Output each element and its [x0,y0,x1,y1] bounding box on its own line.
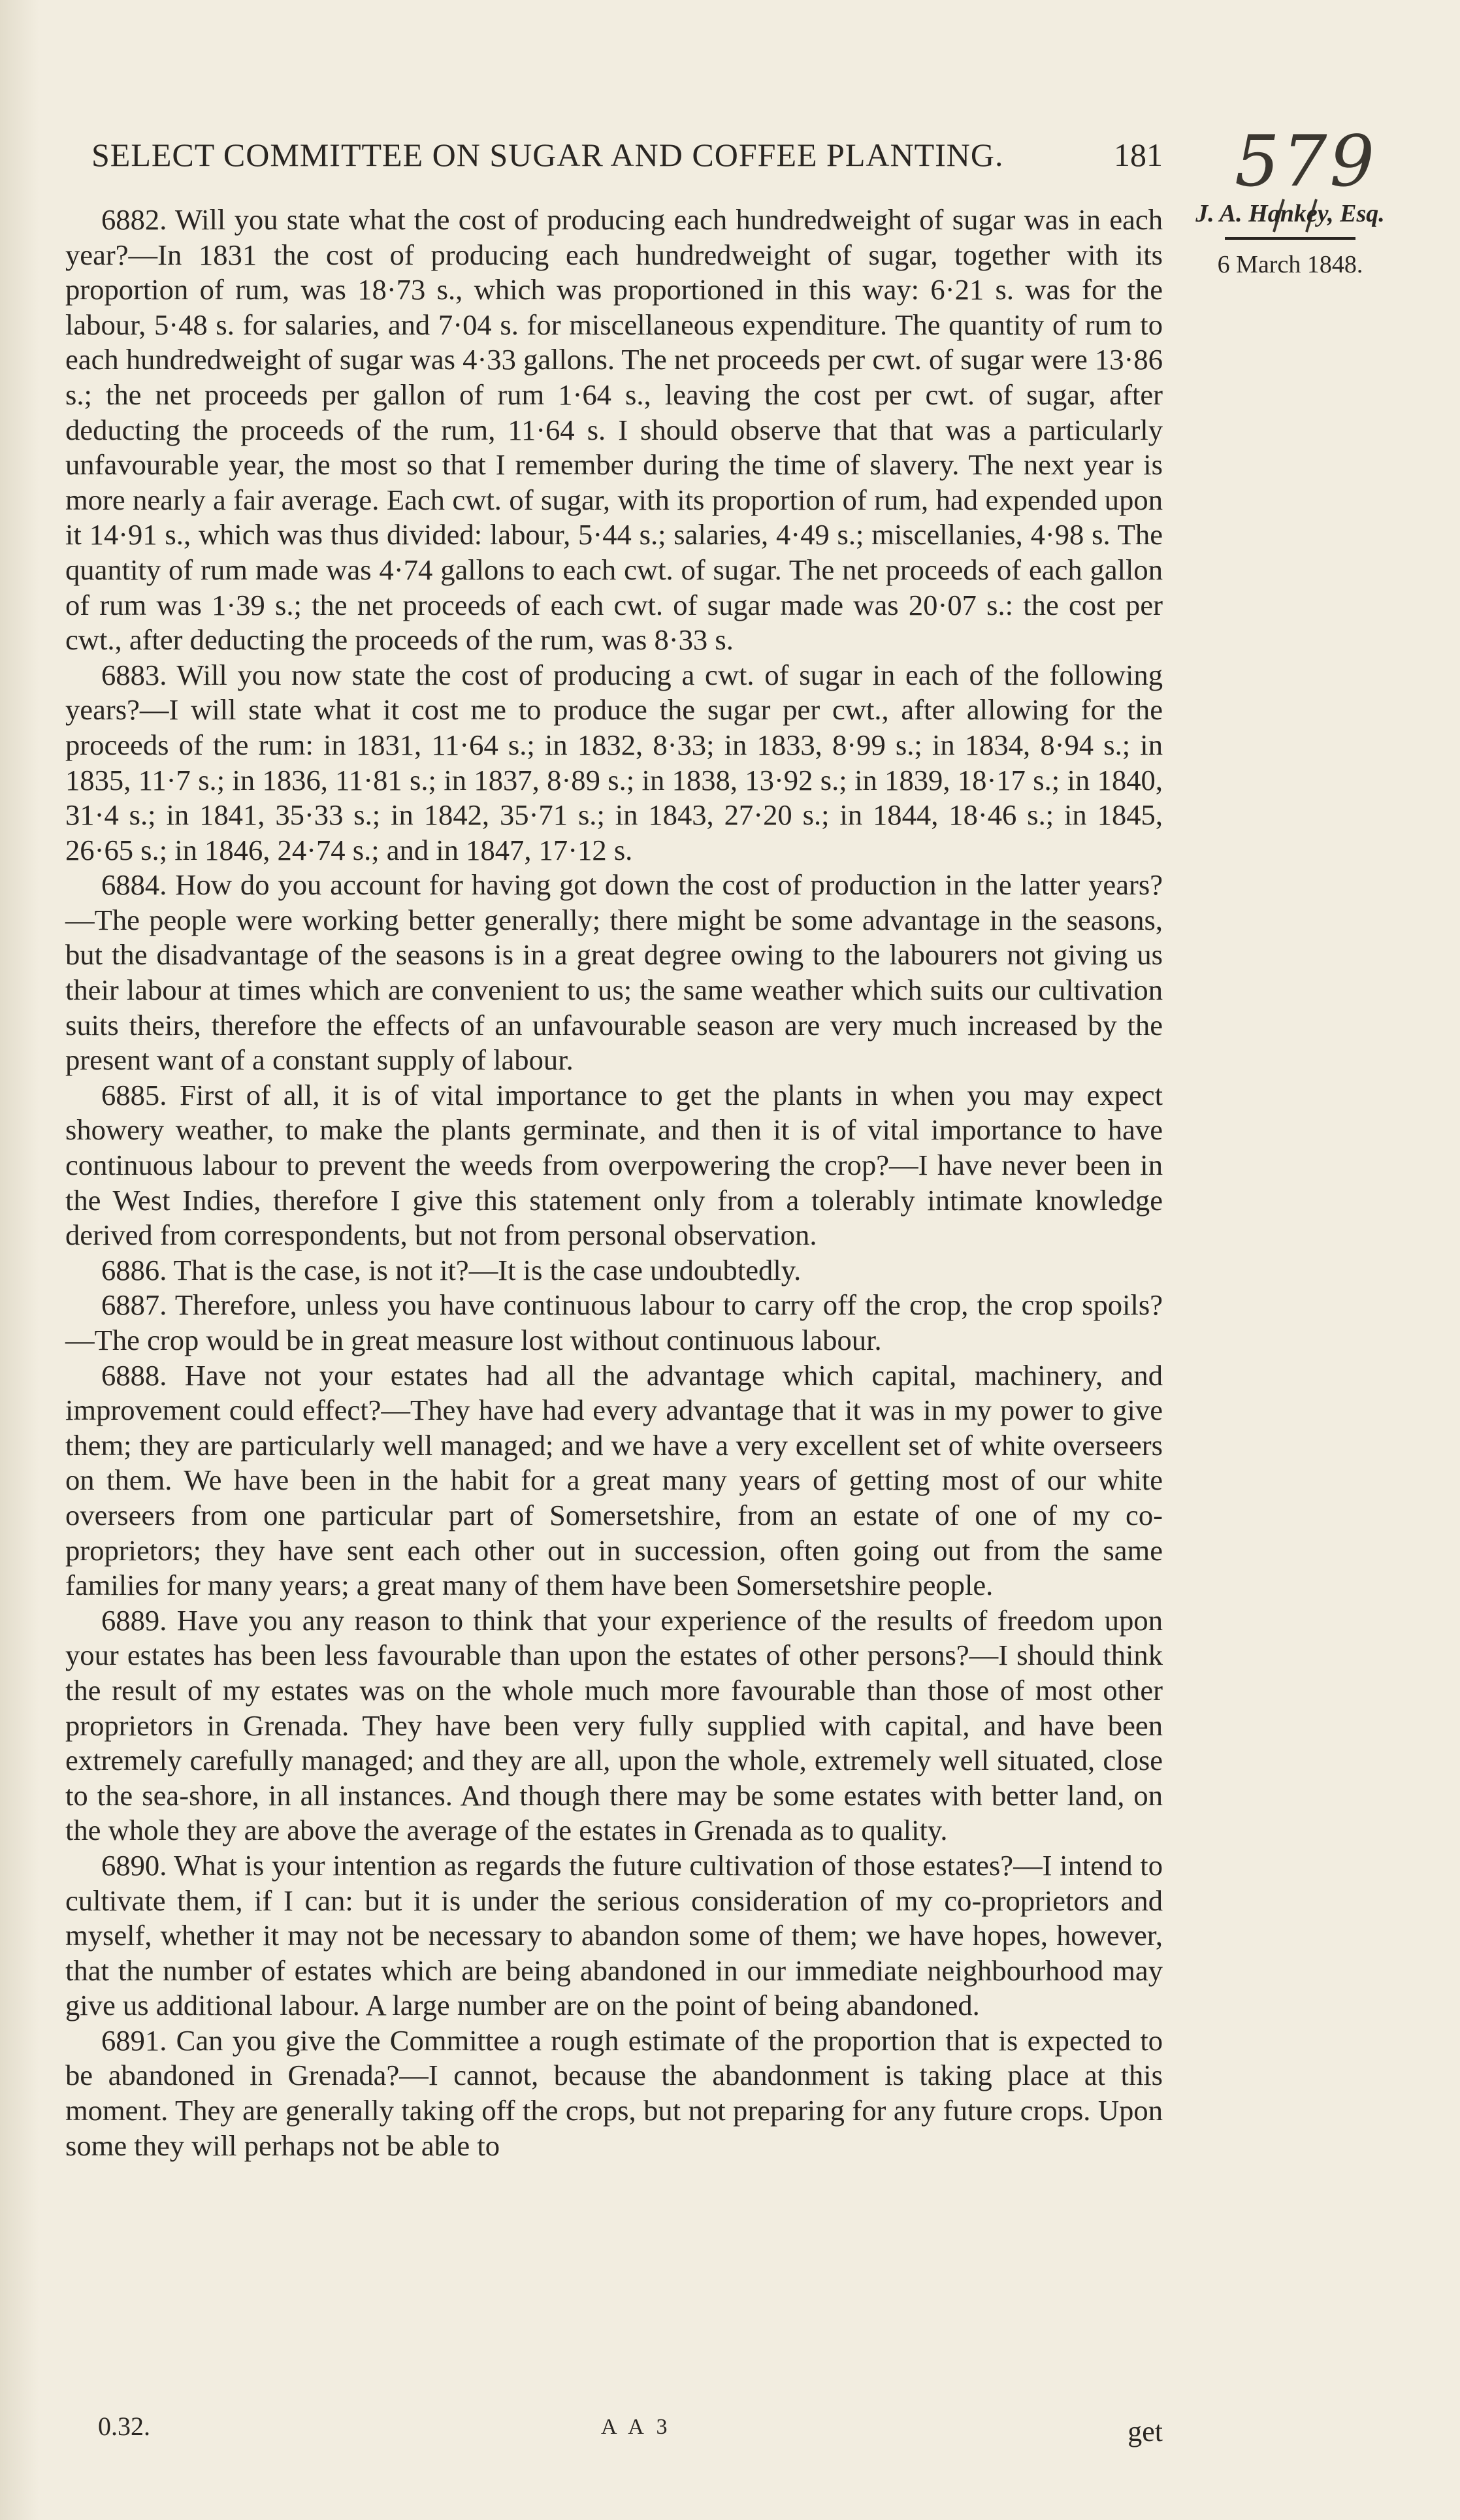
margin-note [1173,199,1408,279]
header-title: SELECT COMMITTEE ON SUGAR AND COFFEE PLANTING. [91,137,1004,173]
sessional-paper-code: 0.32. [98,2412,150,2441]
paragraph-6882: 6882. Will you state what the cost of producing each hundredweight of sugar was in each year?—In 1831 the cost of producing each hundredweight of sugar, together with its proportion of rum, was 18·73 s., which was proportioned in this way: 6·21 s. was for the labour, 5·48 s. for salaries, and 7·04 s. for miscellaneous expenditure. The quantity of rum to each hundredweight of sugar was 4·33 gallons. The net proceeds per cwt. of sugar were 13·86 s.; the net proceeds per gallon of rum 1·64 s., leaving the cost per cwt. of sugar, after deducting the proceeds of the rum, 11·64 s. I should observe that that was a particularly unfavourable year, the most so that I remember during the time of slavery. The next year is more nearly a fair average. Each cwt. of sugar, with its proportion of rum, had expended upon it 14·91 s., which was thus divided: labour, 5·44 s.; salaries, 4·49 s.; miscellanies, 4·98 s. The quantity of rum made was 4·74 gallons to each cwt. of sugar. The net proceeds of each gallon of rum was 1·39 s.; the net proceeds of each cwt. of sugar made was 20·07 s.: the cost per cwt., after deducting the proceeds of the rum, was 8·33 s. [65,203,1163,657]
paragraph-6887: 6887. Therefore, unless you have continuous labour to carry off the crop, the crop spoils?—The crop would be in great measure lost without continuous labour. [65,1288,1163,1356]
paragraph-6886: 6886. That is the case, is not it?—It is the case undoubtedly. [101,1253,802,1286]
paragraph-6884: 6884. How do you account for having got down the cost of production in the latter years?—The people were working better generally; there might be some advantage in the seasons, but the disadvantage of the seasons is in a great degree owing to the labourers not giving us their labour at times which are convenient to us; the same weather which suits our cultivation suits theirs, therefore the effects of an unfavourable season are very much increased by the present want of a constant supply of labour. [65,868,1163,1077]
paragraph-6889: 6889. Have you any reason to think that your experience of the results of freedom upon your estates has been less favourable than upon the estates of other persons?—I should think the result of my estates was on the whole much more favourable than those of most other proprietors in Grenada. They have been very fully supplied with capital, and have been extremely carefully managed; and they are all, upon the whole, extremely well situated, close to the sea-shore, in all instances. And though there may be some estates with better land, on the whole they are above the average of the estates in Grenada as to quality. [65,1603,1163,1847]
paragraph-6888: 6888. Have not your estates had all the advantage which capital, machinery, and improvement could effect?—They have had every advantage that it was in my power to give them; they are particularly well managed; and we have a very excellent set of white overseers on them. We have been in the habit for a great many years of getting most of our white overseers from one particular part of Somersetshire, from an estate of one of my co-proprietors; they have sent each other out in succession, often going out from the same families for many years; a great many of them have been Somersetshire people. [65,1358,1163,1602]
margin-rule [1225,237,1355,240]
testimony-date: 6 March 1848. [1217,251,1363,278]
page-number: 181 [1114,137,1163,173]
printer-signature-mark: A A 3 [601,2415,672,2439]
page-edge-shadow [0,0,39,2520]
handwritten-folio-number: 579 [1235,121,1378,203]
catchword: get [1127,2415,1163,2447]
paragraph-6890: 6890. What is your intention as regards the future cultivation of those estates?—I intend to cultivate them, if I can: but it is under the serious consideration of my co-proprietors and myself, whether it may not be necessary to abandon some of them; we have hopes, however, that the number of estates which are being abandoned in our immediate neighbourhood may give us additional labour. A large number are on the point of being abandoned. [65,1848,1163,2022]
paragraph-6883: 6883. Will you now state the cost of producing a cwt. of sugar in each of the following years?—I will state what it cost me to produce the sugar per cwt., after allowing for the proceeds of the rum: in 1831, 11·64 s.; in 1832, 8·33; in 1833, 8·99 s.; in 1834, 8·94 s.; in 1835, 11·7 s.; in 1836, 11·81 s.; in 1837, 8·89 s.; in 1838, 13·92 s.; in 1839, 18·17 s.; in 1840, 31·4 s.; in 1841, 35·33 s.; in 1842, 35·71 s.; in 1843, 27·20 s.; in 1844, 18·46 s.; in 1845, 26·65 s.; in 1846, 24·74 s.; and in 1847, 17·12 s. [65,658,1163,866]
witness-name: J. A. Hankey, Esq. [1195,200,1385,227]
paragraph-6885: 6885. First of all, it is of vital importance to get the plants in when you may expect showery weather, to make the plants germinate, and then it is of vital importance to have continuous labour to prevent the weeds from overpowering the crop?—I have never been in the West Indies, therefore I give this statement only from a tolerably intimate knowledge derived from correspondents, but not from personal observation. [65,1078,1163,1252]
paragraph-6891: 6891. Can you give the Committee a rough estimate of the proportion that is expected to be abandoned in Grenada?—I cannot, because the abandonment is taking place at this moment. They are generally taking off the crops, but not preparing for any future crops. Upon some they will perhaps not be able to [65,2023,1163,2162]
testimony-body [65,203,1163,2163]
running-header [91,136,1163,182]
page-footer [98,2411,1163,2450]
